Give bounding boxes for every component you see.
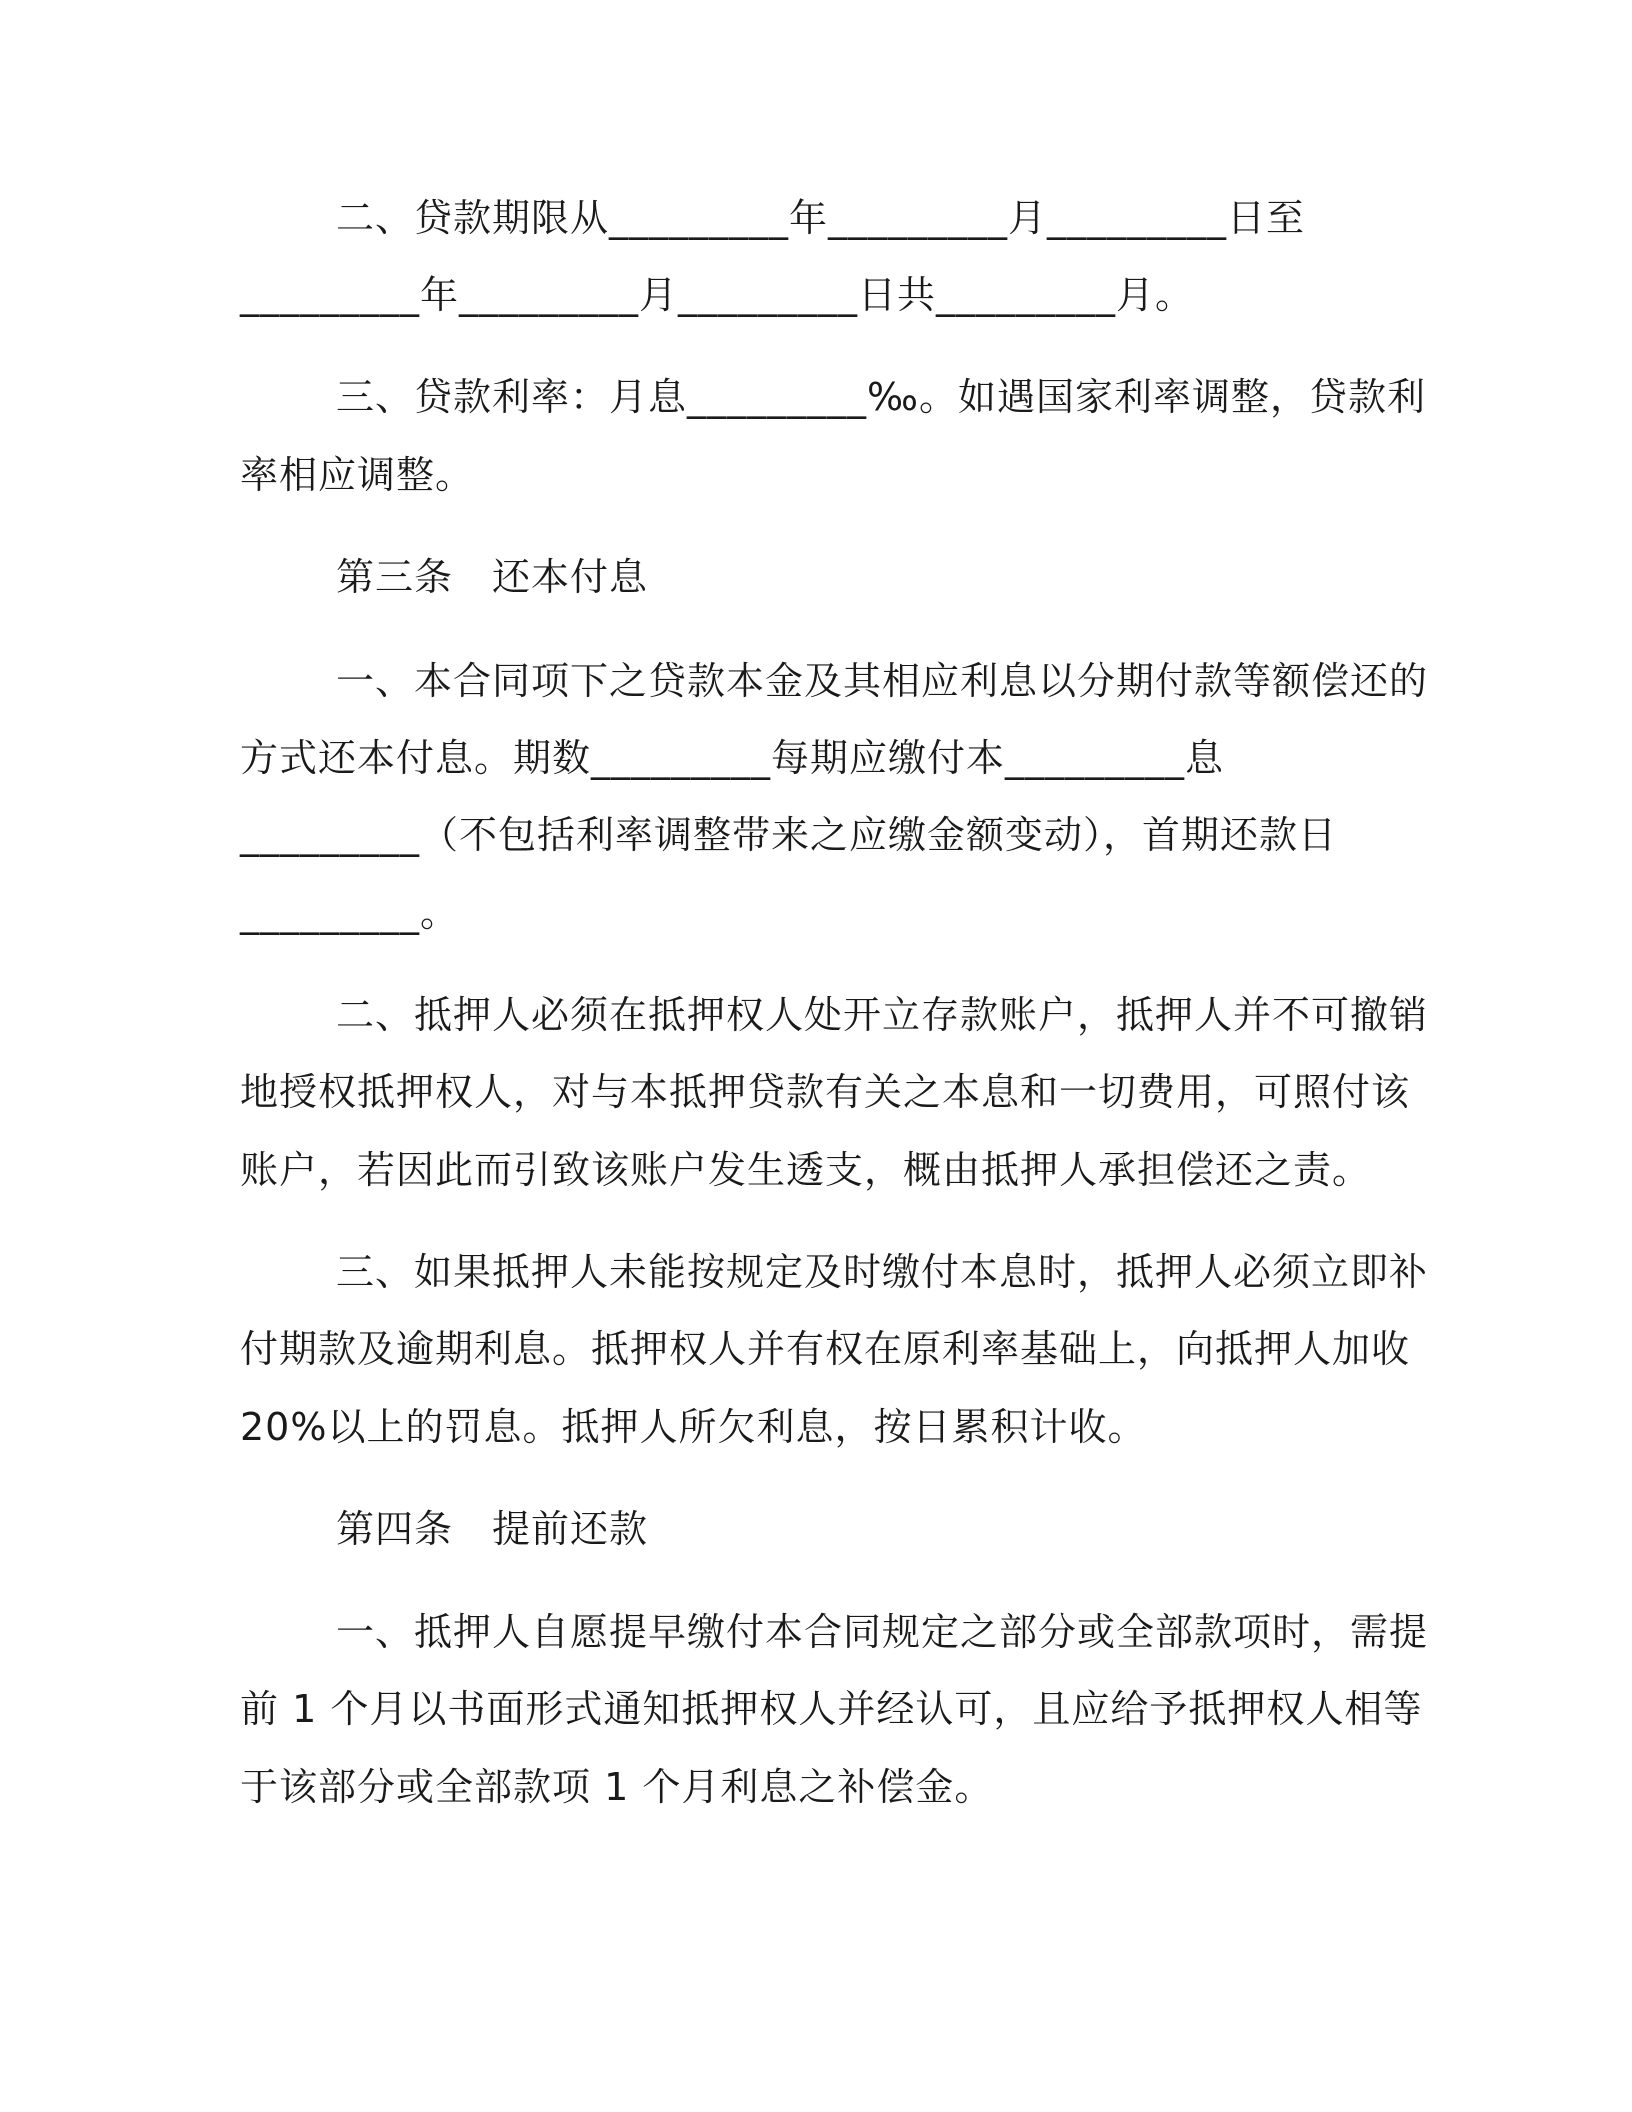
article-3-item-2-line-2: 地授权抵押权人，对与本抵押贷款有关之本息和一切费用，可照付该 [240, 1070, 1411, 1114]
article-3-item-1-line-2: 方式还本付息。期数_________每期应缴付本_________息 [240, 736, 1225, 780]
clause-2-line-1: 二、贷款期限从_________年_________月_________日至 [336, 196, 1306, 240]
article-4-item-1-line-2: 前 1 个月以书面形式通知抵押权人并经认可，且应给予抵押权人相等 [240, 1687, 1423, 1731]
article-3-item-2-line-1: 二、抵押人必须在抵押权人处开立存款账户，抵押人并不可撤销 [336, 993, 1429, 1037]
clause-3-line-1: 三、贷款利率：月息_________‰。如遇国家利率调整，贷款利 [336, 375, 1426, 419]
article-3-item-3-line-2: 付期款及逾期利息。抵押权人并有权在原利率基础上，向抵押人加收 [240, 1327, 1411, 1371]
article-3-item-1-line-1: 一、本合同项下之贷款本金及其相应利息以分期付款等额偿还的 [336, 659, 1429, 703]
article-4-heading: 第四条 提前还款 [336, 1507, 649, 1551]
article-3-item-3-line-1: 三、如果抵押人未能按规定及时缴付本息时，抵押人必须立即补 [336, 1250, 1429, 1294]
article-3-item-2-line-3: 账户，若因此而引致该账户发生透支，概由抵押人承担偿还之责。 [240, 1148, 1372, 1192]
article-3-item-1-line-3: _________（不包括利率调整带来之应缴金额变动），首期还款日 [240, 813, 1338, 857]
article-4-item-1-line-1: 一、抵押人自愿提早缴付本合同规定之部分或全部款项时，需提 [336, 1610, 1429, 1654]
clause-2-line-2: _________年_________月_________日共_________月。 [240, 273, 1195, 317]
clause-3-line-2: 率相应调整。 [240, 453, 475, 497]
article-3-item-1-line-4: _________。 [240, 891, 460, 935]
article-3-item-3-line-3: 20%以上的罚息。抵押人所欠利息，按日累积计收。 [240, 1405, 1147, 1449]
article-4-item-1-line-3: 于该部分或全部款项 1 个月利息之补偿金。 [240, 1765, 994, 1809]
article-3-heading: 第三条 还本付息 [336, 555, 649, 599]
